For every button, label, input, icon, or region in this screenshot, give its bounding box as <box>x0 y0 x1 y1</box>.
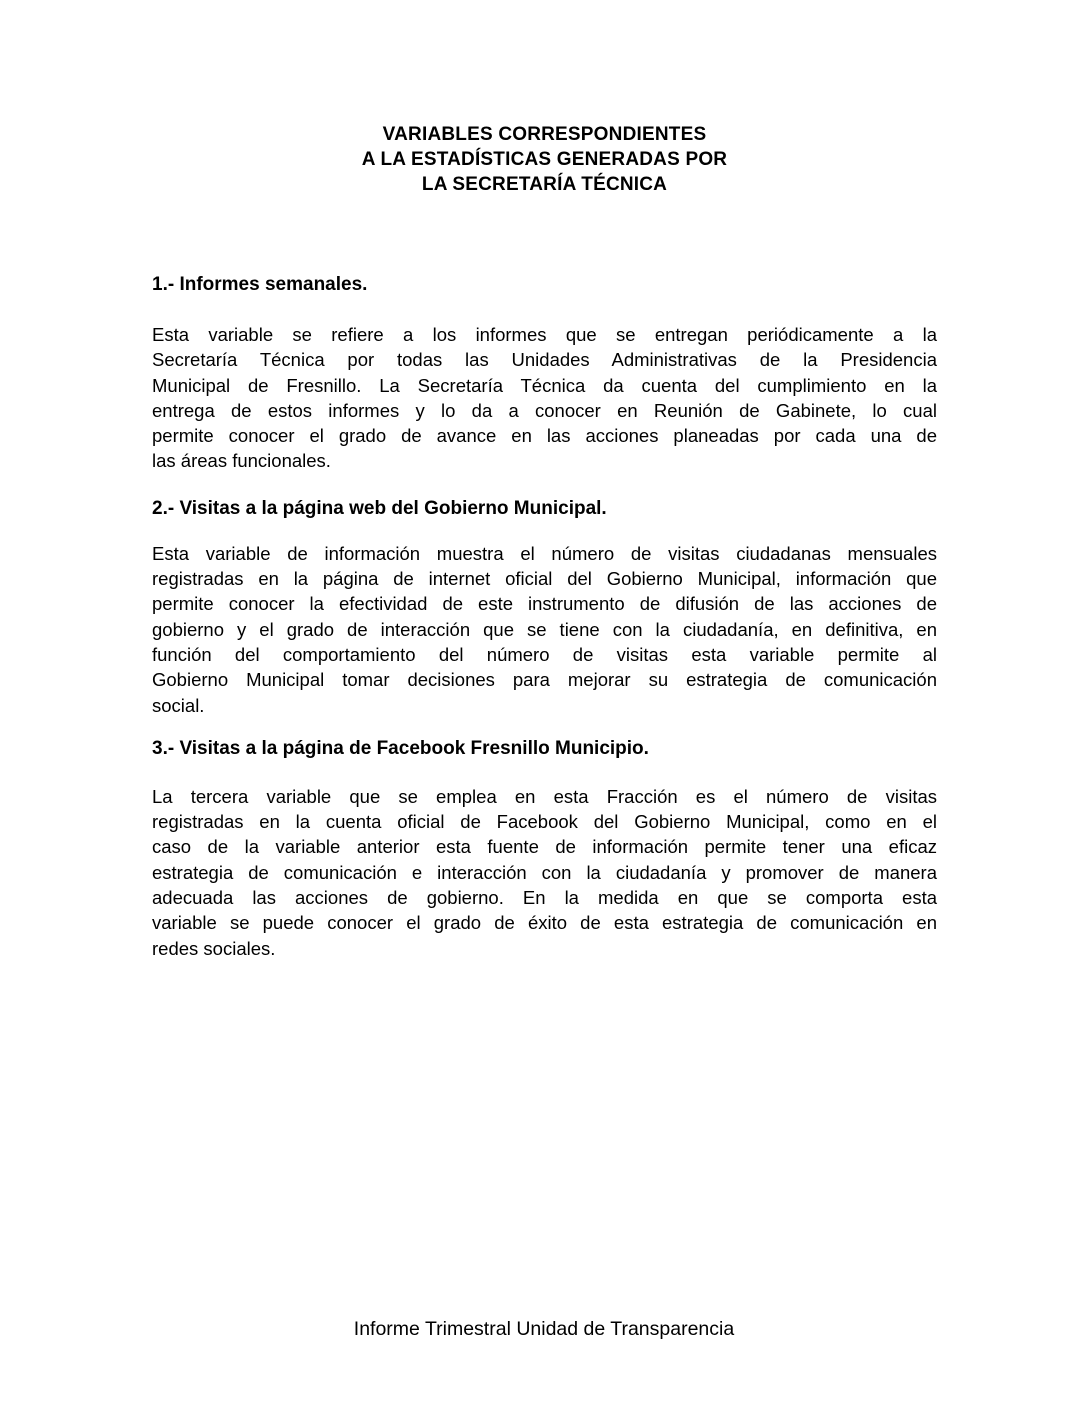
section-3-paragraph <box>152 784 937 961</box>
page-footer: Informe Trimestral Unidad de Transparencia <box>353 1318 735 1340</box>
section-2-paragraph <box>152 541 937 718</box>
paragraph-line: Esta variable de información muestra el número de visitas ciudadanas mensuales <box>152 542 937 564</box>
document-title-line: LA SECRETARÍA TÉCNICA <box>421 174 668 195</box>
section-3-heading: 3.- Visitas a la página de Facebook Fresnillo Municipio. <box>152 737 649 759</box>
paragraph-line: Secretaría Técnica por todas las Unidades Administrativas de la Presidencia <box>152 349 937 371</box>
paragraph-line: social. <box>152 694 205 716</box>
paragraph-line: permite conocer el grado de avance en las acciones planeadas por cada una de <box>152 425 937 447</box>
paragraph-line: adecuada las acciones de gobierno. En la medida en que se comporta esta <box>152 887 937 909</box>
paragraph-line: entrega de estos informes y lo da a conocer en Reunión de Gabinete, lo cual <box>152 399 937 421</box>
paragraph-line: caso de la variable anterior esta fuente de información permite tener una eficaz <box>152 836 937 858</box>
paragraph-line: permite conocer la efectividad de este instrumento de difusión de las acciones de <box>152 593 937 615</box>
paragraph-line: Municipal de Fresnillo. La Secretaría Técnica da cuenta del cumplimiento en la <box>152 374 937 396</box>
document-title-line: A LA ESTADÍSTICAS GENERADAS POR <box>361 149 728 170</box>
paragraph-line: redes sociales. <box>152 937 276 959</box>
paragraph-line: Esta variable se refiere a los informes que se entregan periódicamente a la <box>152 324 937 345</box>
paragraph-line: gobierno y el grado de interacción que se tiene con la ciudadanía, en definitiva, en <box>152 618 937 640</box>
document-title-line: VARIABLES CORRESPONDIENTES <box>382 124 707 145</box>
paragraph-line: función del comportamiento del número de visitas esta variable permite al <box>152 643 937 665</box>
section-2-heading: 2.- Visitas a la página web del Gobierno Municipal. <box>152 497 607 519</box>
paragraph-line: registradas en la página de internet oficial del Gobierno Municipal, información que <box>152 568 937 590</box>
paragraph-line: variable se puede conocer el grado de éxito de esta estrategia de comunicación en <box>152 912 937 934</box>
section-1-paragraph <box>152 322 937 474</box>
paragraph-line: las áreas funcionales. <box>152 450 331 472</box>
section-1-heading: 1.- Informes semanales. <box>152 274 368 295</box>
paragraph-line: La tercera variable que se emplea en esta Fracción es el número de visitas <box>152 785 937 807</box>
paragraph-line: estrategia de comunicación e interacción con la ciudadanía y promover de manera <box>152 861 937 883</box>
document-content <box>152 0 937 961</box>
paragraph-line: registradas en la cuenta oficial de Facebook del Gobierno Municipal, como en el <box>152 811 937 833</box>
document-title <box>152 122 937 197</box>
paragraph-line: Gobierno Municipal tomar decisiones para mejorar su estrategia de comunicación <box>152 669 937 691</box>
